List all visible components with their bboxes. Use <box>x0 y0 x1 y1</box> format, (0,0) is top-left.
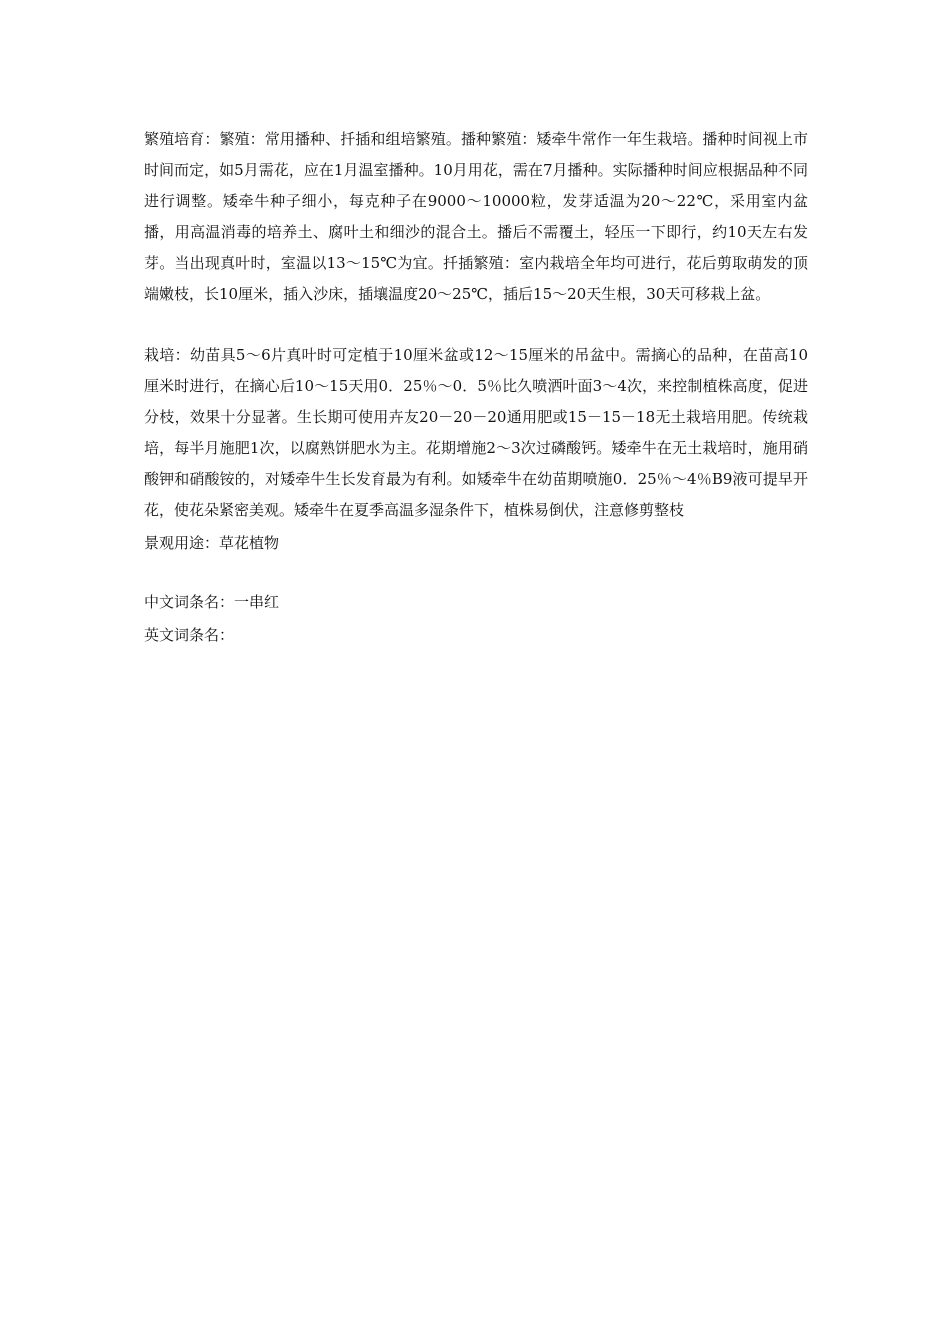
english-entry-name-line: 英文词条名： <box>144 626 235 644</box>
propagation-paragraph: 繁殖培育：繁殖：常用播种、扦插和组培繁殖。播种繁殖：矮牵牛常作一年生栽培。播种时间视上市时间而定，如5月需花，应在1月温室播种。10月用花，需在7月播种。实际播种时间应根据品种不同进行调整。矮牵牛种子细小，每克种子在9000～10000粒，发芽适温为20～22℃，采用室内盆播，用高温消毒的培养土、腐叶土和细沙的混合土。播后不需覆土，轻压一下即行，约10天左右发芽。当出现真叶时，室温以13～15℃为宜。扦插繁殖：室内栽培全年均可进行，花后剪取萌发的顶端嫩枝，长10厘米，插入沙床，插壤温度20～25℃，插后15～20天生根，30天可移栽上盆。 <box>144 130 808 303</box>
cultivation-paragraph: 栽培：幼苗具5～6片真叶时可定植于10厘米盆或12～15厘米的吊盆中。需摘心的品种，在苗高10厘米时进行，在摘心后10～15天用0．25％～0．5％比久喷洒叶面3～4次，来控制植株高度，促进分枝，效果十分显著。生长期可使用卉友20－20－20通用肥或15－15－18无土栽培用肥。传统栽培，每半月施肥1次，以腐熟饼肥水为主。花期增施2～3次过磷酸钙。矮牵牛在无土栽培时，施用硝酸钾和硝酸铵的，对矮牵牛生长发育最为有利。如矮牵牛在幼苗期喷施0．25％～4％B9液可提早开花，使花朵紧密美观。矮牵牛在夏季高温多湿条件下，植株易倒伏，注意修剪整枝 <box>144 346 808 519</box>
chinese-entry-name-line: 中文词条名：一串红 <box>144 593 280 611</box>
document-body <box>144 124 808 651</box>
landscape-use-line: 景观用途：草花植物 <box>144 534 280 552</box>
